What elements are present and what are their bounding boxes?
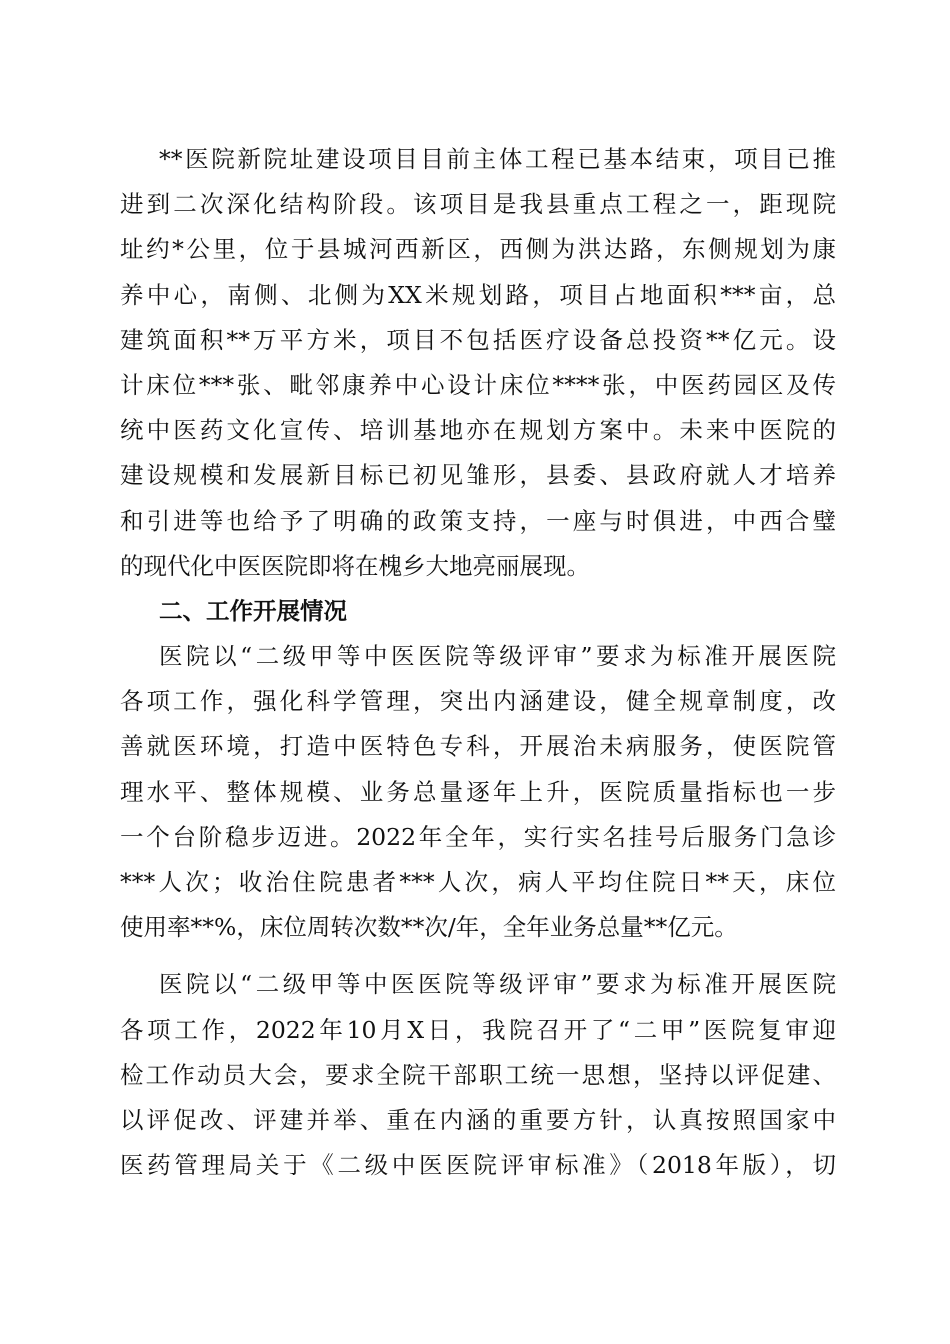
text-line: **医院新院址建设项目目前主体工程已基本结束，项目已推	[159, 145, 836, 173]
paragraph-work-progress	[120, 634, 836, 950]
text-line: 统中医药文化宣传、培训基地亦在规划方案中。未来中医院的	[120, 416, 836, 445]
text-line: 使用率**%，床位周转次数**次/年，全年业务总量**亿元。	[120, 913, 738, 942]
text-line: 医院以“二级甲等中医医院等级评审”要求为标准开展医院	[159, 970, 836, 999]
document-body	[120, 137, 836, 1188]
text-line: 址约*公里，位于县城河西新区，西侧为洪达路，东侧规划为康	[120, 235, 836, 264]
text-line: ***人次；收治住院患者***人次，病人平均住院日**天，床位	[120, 868, 836, 896]
text-line: 建筑面积**万平方米，项目不包括医疗设备总投资**亿元。设	[120, 325, 836, 354]
text-line: 善就医环境，打造中医特色专科，开展治未病服务，使医院管	[120, 732, 836, 761]
text-line: 计床位***张、毗邻康养中心设计床位****张，中医药园区及传	[120, 370, 836, 399]
paragraph-gap	[120, 950, 836, 962]
text-line: 养中心，南侧、北侧为XX米规划路，项目占地面积***亩，总	[120, 280, 836, 309]
text-line: 进到二次深化结构阶段。该项目是我县重点工程之一，距现院	[120, 190, 836, 219]
text-line: 各项工作，强化科学管理，突出内涵建设，健全规章制度，改	[120, 687, 836, 716]
text-line: 建设规模和发展新目标已初见雏形，县委、县政府就人才培养	[120, 461, 836, 490]
text-line: 医院以“二级甲等中医医院等级评审”要求为标准开展医院	[159, 642, 836, 671]
text-line: 医药管理局关于《二级中医医院评审标准》（2018年版），切	[120, 1151, 836, 1180]
text-line: 的现代化中医医院即将在槐乡大地亮丽展现。	[120, 551, 590, 580]
paragraph-review-meeting	[120, 962, 836, 1188]
text-line: 一个台阶稳步迈进。2022年全年，实行实名挂号后服务门急诊	[120, 822, 836, 851]
section-heading: 二、工作开展情况	[159, 596, 347, 625]
paragraph-hospital-construction	[120, 137, 836, 589]
text-line: 和引进等也给予了明确的政策支持，一座与时俱进，中西合璧	[120, 506, 836, 535]
text-line: 以评促改、评建并举、重在内涵的重要方针，认真按照国家中	[120, 1105, 836, 1134]
text-line: 理水平、整体规模、业务总量逐年上升，医院质量指标也一步	[120, 777, 836, 806]
text-line: 检工作动员大会，要求全院干部职工统一思想，坚持以评促建、	[120, 1060, 836, 1089]
text-line: 各项工作，2022年10月X日，我院召开了“二甲”医院复审迎	[120, 1015, 836, 1044]
